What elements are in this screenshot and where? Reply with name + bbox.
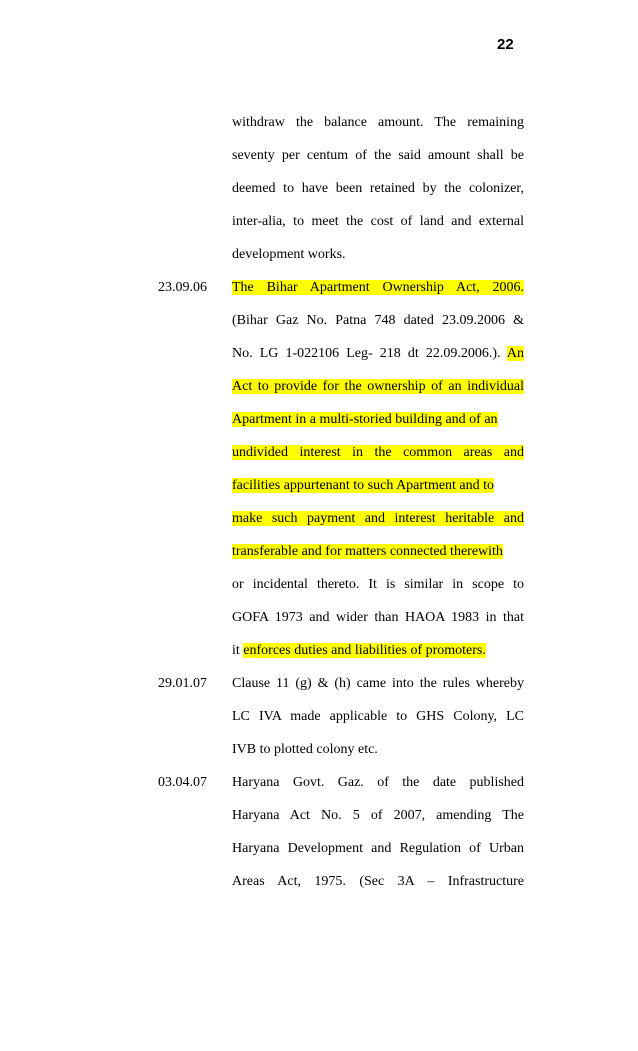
text-line — [232, 438, 524, 468]
text-row — [0, 702, 638, 732]
text-segment: GOFA 1973 and wider than HAOA 1983 in that — [232, 610, 524, 625]
text-row — [0, 867, 638, 897]
text-row — [0, 636, 638, 666]
text-segment: IVB to plotted colony etc. — [232, 742, 378, 757]
text-row — [0, 108, 638, 138]
text-segment: Areas Act, 1975. (Sec 3A – Infrastructure — [232, 874, 524, 889]
text-segment: withdraw the balance amount. The remaining — [232, 115, 524, 130]
text-row — [0, 504, 638, 534]
text-line — [232, 537, 524, 567]
text-line — [232, 174, 524, 204]
highlighted-text: transferable and for matters connected therewith — [232, 544, 503, 559]
text-row — [0, 801, 638, 831]
text-line — [232, 306, 524, 336]
text-line — [232, 141, 524, 171]
highlighted-text: enforces duties and liabilities of promoters. — [243, 643, 486, 658]
highlighted-text: undivided interest in the common areas and — [232, 445, 524, 460]
text-segment: Haryana Govt. Gaz. of the date published — [232, 775, 524, 790]
text-line — [232, 768, 524, 798]
text-line — [232, 504, 524, 534]
text-line — [232, 867, 524, 897]
highlighted-text: The Bihar Apartment Ownership Act, 2006. — [232, 280, 524, 295]
text-line — [232, 636, 524, 666]
text-segment: No. LG 1-022106 Leg- 218 dt 22.09.2006.). — [232, 346, 507, 361]
text-line — [232, 669, 524, 699]
text-segment: or incidental thereto. It is similar in scope to — [232, 577, 524, 592]
text-row — [0, 306, 638, 336]
text-row — [0, 405, 638, 435]
text-line — [232, 801, 524, 831]
highlighted-text: Act to provide for the ownership of an individual — [232, 379, 524, 394]
text-row — [0, 174, 638, 204]
text-line — [232, 735, 524, 765]
text-row — [0, 339, 638, 369]
highlighted-text: facilities appurtenant to such Apartment and to — [232, 478, 495, 493]
highlighted-text: An — [506, 346, 524, 361]
text-row — [0, 537, 638, 567]
text-segment: Haryana Development and Regulation of Urban — [232, 841, 524, 856]
text-line — [232, 108, 524, 138]
text-row — [0, 768, 638, 798]
text-segment: Haryana Act No. 5 of 2007, amending The — [232, 808, 524, 823]
text-segment: it — [232, 643, 244, 658]
text-line — [232, 603, 524, 633]
text-line — [232, 471, 524, 501]
text-segment: seventy per centum of the said amount shall be — [232, 148, 524, 163]
text-row — [0, 471, 638, 501]
page-number: 22 — [497, 36, 514, 53]
text-row — [0, 141, 638, 171]
text-row — [0, 570, 638, 600]
highlighted-text: make such payment and interest heritable and — [232, 511, 524, 526]
text-segment: inter-alia, to meet the cost of land and external — [232, 214, 524, 229]
text-line — [232, 273, 524, 303]
text-row — [0, 207, 638, 237]
text-line — [232, 240, 524, 270]
entry-date: 29.01.07 — [158, 676, 207, 691]
highlighted-text: Apartment in a multi-storied building and of an — [232, 412, 498, 427]
entry-date: 23.09.06 — [158, 280, 207, 295]
text-line — [232, 207, 524, 237]
text-line — [232, 405, 524, 435]
entry-date: 03.04.07 — [158, 775, 207, 790]
text-row — [0, 834, 638, 864]
text-line — [232, 570, 524, 600]
text-row — [0, 735, 638, 765]
text-row — [0, 603, 638, 633]
text-segment: LC IVA made applicable to GHS Colony, LC — [232, 709, 524, 724]
text-segment: (Bihar Gaz No. Patna 748 dated 23.09.2006 & — [232, 313, 524, 328]
text-segment: Clause 11 (g) & (h) came into the rules whereby — [232, 676, 524, 691]
text-segment: development works. — [232, 247, 346, 262]
text-line — [232, 834, 524, 864]
text-row — [0, 372, 638, 402]
text-row — [0, 273, 638, 303]
text-line — [232, 372, 524, 402]
text-line — [232, 702, 524, 732]
text-row — [0, 438, 638, 468]
text-segment: deemed to have been retained by the colonizer, — [232, 181, 524, 196]
text-line — [232, 339, 524, 369]
text-row — [0, 240, 638, 270]
text-row — [0, 669, 638, 699]
